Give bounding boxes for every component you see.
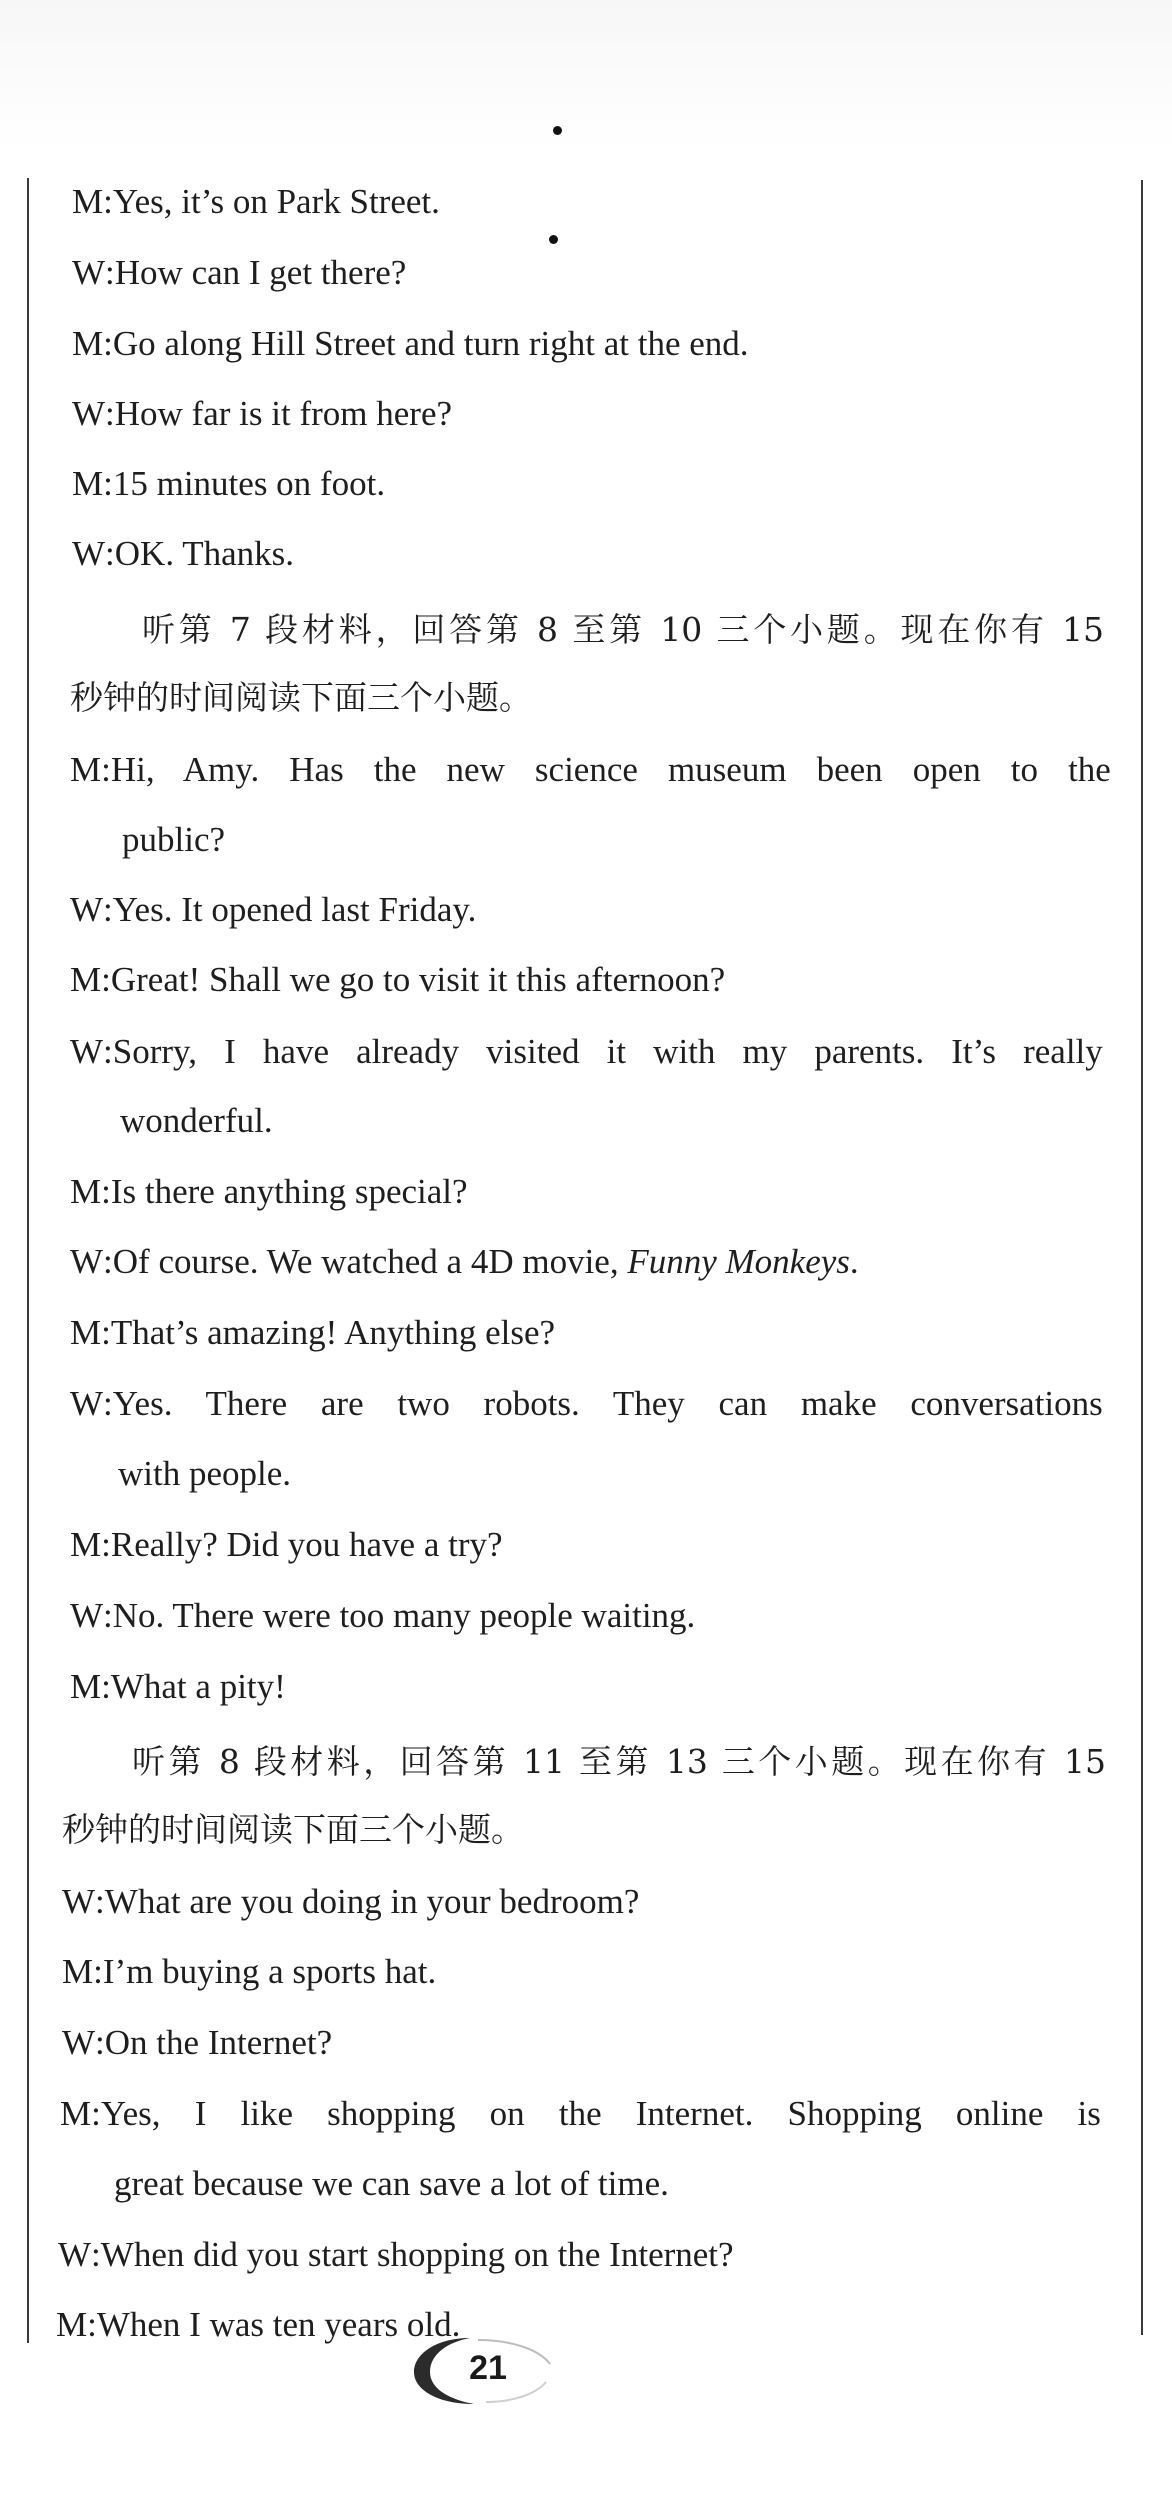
left-margin-rule	[27, 178, 29, 2343]
line-text: What are you doing in your bedroom?	[104, 1882, 640, 1921]
instruction-line: 秒钟的时间阅读下面三个小题。	[62, 1810, 524, 1849]
line-text: Yes. It opened last Friday.	[112, 890, 477, 929]
line-text: Yes, I like shopping on the Internet. Shopping online is	[100, 2094, 1101, 2133]
dialogue-line: W : When did you start shopping on the Internet?	[58, 2233, 734, 2277]
line-text: How far is it from here?	[114, 394, 453, 433]
line-continuation: with people.	[118, 1454, 292, 1493]
line-text: Great! Shall we go to visit it this afternoon?	[110, 960, 726, 999]
movie-title: Funny Monkeys	[627, 1242, 850, 1281]
dialogue-line: W : Of course. We watched a 4D movie, Funny Monkeys .	[70, 1240, 859, 1284]
speaker-label: W	[72, 253, 106, 292]
line-text: Really? Did you have a try?	[110, 1525, 503, 1564]
speaker-label: W	[58, 2235, 92, 2274]
dialogue-line: M : What a pity!	[70, 1665, 286, 1709]
dialogue-line: M : That’s amazing! Anything else?	[70, 1311, 555, 1355]
dialogue-line: W : Yes. It opened last Friday.	[70, 888, 476, 932]
line-text: That’s amazing! Anything else?	[110, 1313, 556, 1352]
dialogue-line: M : I’m buying a sports hat.	[62, 1950, 436, 1994]
speaker-label: W	[72, 534, 106, 573]
line-text: No. There were too many people waiting.	[112, 1596, 696, 1635]
line-text: When I was ten years old.	[96, 2305, 461, 2344]
dialogue-line: W : How far is it from here?	[72, 392, 452, 436]
line-text: Go along Hill Street and turn right at the end.	[112, 324, 749, 363]
dialogue-line: W : What are you doing in your bedroom?	[62, 1880, 639, 1924]
speaker-label: M	[56, 2305, 88, 2344]
speaker-label: M	[60, 2094, 92, 2133]
page-top-shadow	[0, 0, 1172, 150]
speaker-label: W	[70, 1032, 104, 1071]
line-text: Yes, it’s on Park Street.	[112, 182, 440, 221]
page-number: 21	[469, 2349, 507, 2387]
speaker-label: W	[62, 2023, 96, 2062]
speaker-label: W	[72, 394, 106, 433]
line-text: 15 minutes on foot.	[112, 464, 386, 503]
dialogue-line: M : Great! Shall we go to visit it this afternoon?	[70, 958, 725, 1002]
dialogue-line: M : Is there anything special?	[70, 1170, 468, 1214]
line-text: Hi, Amy. Has the new science museum been open to the	[110, 750, 1111, 789]
dialogue-line: W : OK. Thanks.	[72, 532, 294, 576]
speaker-label: M	[72, 324, 104, 363]
speaker-label: W	[70, 890, 104, 929]
dialogue-line: M : Yes, it’s on Park Street.	[72, 180, 440, 224]
speaker-label: M	[70, 1172, 102, 1211]
dialogue-line: W : No. There were too many people waiting.	[70, 1594, 695, 1638]
right-margin-rule	[1141, 180, 1143, 2335]
line-text: How can I get there?	[114, 253, 407, 292]
dialogue-line: M : When I was ten years old.	[56, 2303, 460, 2347]
dialogue-line: M : Yes, I like shopping on the Internet. Shopping online is	[60, 2092, 1101, 2136]
speaker-label: W	[70, 1242, 104, 1281]
line-continuation: great because we can save a lot of time.	[114, 2164, 669, 2203]
dialogue-line: W : On the Internet?	[62, 2021, 332, 2065]
line-text: Of course. We watched a 4D movie,	[112, 1242, 619, 1281]
speaker-label: M	[70, 750, 102, 789]
speaker-label: M	[62, 1952, 94, 1991]
speaker-label: M	[72, 182, 104, 221]
line-text: On the Internet?	[104, 2023, 333, 2062]
line-continuation: public?	[122, 820, 226, 859]
dialogue-line: M : 15 minutes on foot.	[72, 462, 385, 506]
line-text: What a pity!	[110, 1667, 286, 1706]
speaker-label: W	[70, 1596, 104, 1635]
instruction-line: 秒钟的时间阅读下面三个小题。	[70, 678, 532, 717]
speaker-label: M	[70, 1667, 102, 1706]
line-text: I’m buying a sports hat.	[102, 1952, 437, 1991]
line-text: Yes. There are two robots. They can make conversations	[112, 1384, 1103, 1423]
line-text: Sorry, I have already visited it with my parents. It’s really	[112, 1032, 1103, 1071]
speaker-label: M	[72, 464, 104, 503]
ink-speck	[549, 235, 558, 244]
dialogue-line: M : Really? Did you have a try?	[70, 1523, 503, 1567]
speaker-label: M	[70, 1313, 102, 1352]
line-text: OK. Thanks.	[114, 534, 294, 573]
dialogue-line: W : Sorry, I have already visited it with my parents. It’s really	[70, 1030, 1103, 1074]
speaker-label: W	[62, 1882, 96, 1921]
line-text: When did you start shopping on the Internet?	[100, 2235, 734, 2274]
speaker-label: M	[70, 960, 102, 999]
dialogue-line: M : Go along Hill Street and turn right at the end.	[72, 322, 749, 366]
instruction-line: 听第 7 段材料，回答第 8 至第 10 三个小题。现在你有 15	[142, 610, 1104, 649]
speaker-label: W	[70, 1384, 104, 1423]
line-continuation: wonderful.	[120, 1101, 273, 1140]
ink-speck	[553, 126, 562, 135]
dialogue-line: W : How can I get there?	[72, 251, 406, 295]
instruction-line: 听第 8 段材料，回答第 11 至第 13 三个小题。现在你有 15	[132, 1742, 1106, 1781]
speaker-label: M	[70, 1525, 102, 1564]
dialogue-line: M : Hi, Amy. Has the new science museum been open to the	[70, 748, 1111, 792]
line-text: Is there anything special?	[110, 1172, 468, 1211]
dialogue-line: W : Yes. There are two robots. They can make conversations	[70, 1382, 1103, 1426]
